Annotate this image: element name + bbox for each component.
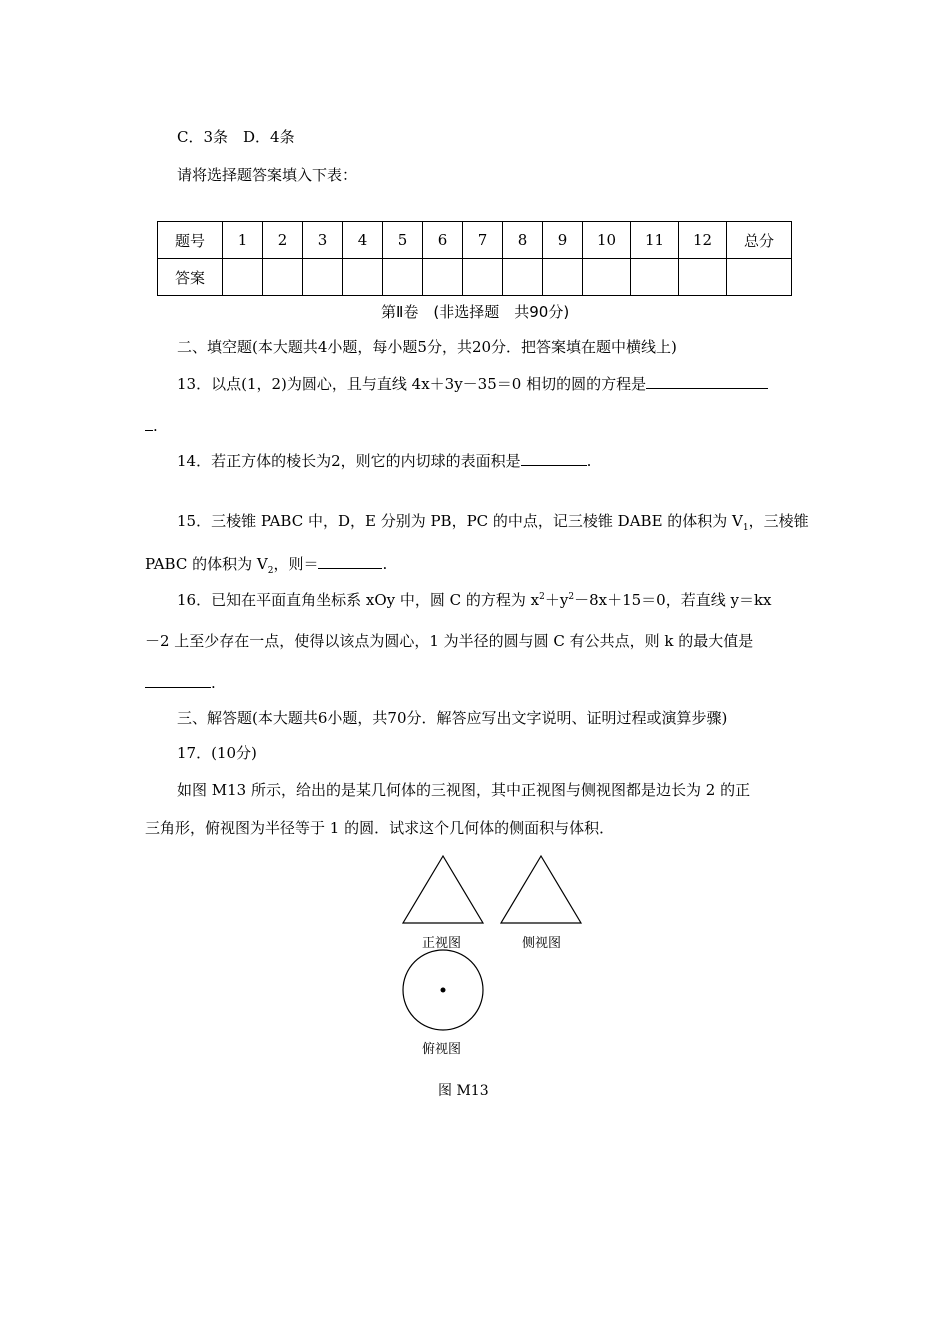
question-16-continued: －2 上至少存在一点，使得以该点为圆心，1 为半径的圆与圆 C 有公共点，则 k 的最大值是 <box>145 632 754 650</box>
q14-text: 14．若正方体的棱长为2，则它的内切球的表面积是 <box>177 452 521 470</box>
table-total-label: 总分 <box>727 222 792 259</box>
table-number-cell: 4 <box>343 222 383 259</box>
table-answer-label: 答案 <box>158 259 223 296</box>
side-view-triangle <box>501 856 581 923</box>
table-number-cell: 8 <box>503 222 543 259</box>
table-number-cell: 5 <box>383 222 423 259</box>
table-instruction: 请将选择题答案填入下表： <box>177 166 358 184</box>
table-number-cell: 6 <box>423 222 463 259</box>
table-number-cell: 3 <box>303 222 343 259</box>
q16-superscript-1: 2 <box>539 592 545 602</box>
q15-subscript-1: 1 <box>742 523 749 533</box>
question-17-text-continued: 三角形，俯视图为半径等于 1 的圆．试求这个几何体的侧面积与体积． <box>145 819 615 837</box>
q15-text-b: ，三棱锥 <box>748 512 809 530</box>
top-view-label: 俯视图 <box>422 1042 462 1057</box>
section-2-title: 第Ⅱ卷 (非选择题 共90分) <box>381 303 570 321</box>
table-number-cell: 12 <box>679 222 727 259</box>
question-17-label: 17．(10分) <box>177 744 257 762</box>
q16-superscript-2: 2 <box>568 592 575 602</box>
table-number-cell: 7 <box>463 222 503 259</box>
q15-text-d: ，则＝ <box>273 555 319 573</box>
part3-heading: 三、解答题(本大题共6小题，共70分．解答应写出文字说明、证明过程或演算步骤) <box>177 709 728 727</box>
options-c-d: C．3条 D．4条 <box>177 128 295 146</box>
table-number-cell: 10 <box>583 222 631 259</box>
table-number-cell: 2 <box>263 222 303 259</box>
question-17-text: 如图 M13 所示，给出的是某几何体的三视图，其中正视图与侧视图都是边长为 2 的正 <box>177 781 751 799</box>
q16-text-a: 16．已知在平面直角坐标系 xOy 中，圆 C 的方程为 x <box>177 591 540 609</box>
q13-period: . <box>153 417 158 435</box>
q15-text-c: PABC 的体积为 V <box>145 555 268 573</box>
q15-text-a: 15．三棱锥 PABC 中，D，E 分别为 PB，PC 的中点，记三棱锥 DABE 的体积为 V <box>177 512 743 530</box>
q16-text-c: －8x＋15＝0，若直线 y＝kx <box>574 591 772 609</box>
front-view-label: 正视图 <box>422 936 462 951</box>
table-number-cell: 9 <box>543 222 583 259</box>
table-header-label: 题号 <box>158 222 223 259</box>
q15-subscript-2: 2 <box>267 566 274 576</box>
figure-caption: 图 M13 <box>438 1083 489 1099</box>
table-number-cell: 1 <box>223 222 263 259</box>
circle-center-dot <box>441 988 446 993</box>
side-view-label: 侧视图 <box>522 936 562 951</box>
q13-text: 13．以点(1，2)为圆心，且与直线 4x＋3y－35＝0 相切的圆的方程是 <box>177 375 647 393</box>
q14-period: . <box>586 452 592 470</box>
table-number-cell: 11 <box>631 222 679 259</box>
part2-heading: 二、填空题(本大题共4小题，每小题5分，共20分．把答案填在题中横线上) <box>177 338 677 356</box>
q16-period: . <box>211 674 216 692</box>
front-view-triangle <box>403 856 483 923</box>
q15-period: . <box>382 555 388 573</box>
q16-text-b: ＋y <box>544 591 569 609</box>
